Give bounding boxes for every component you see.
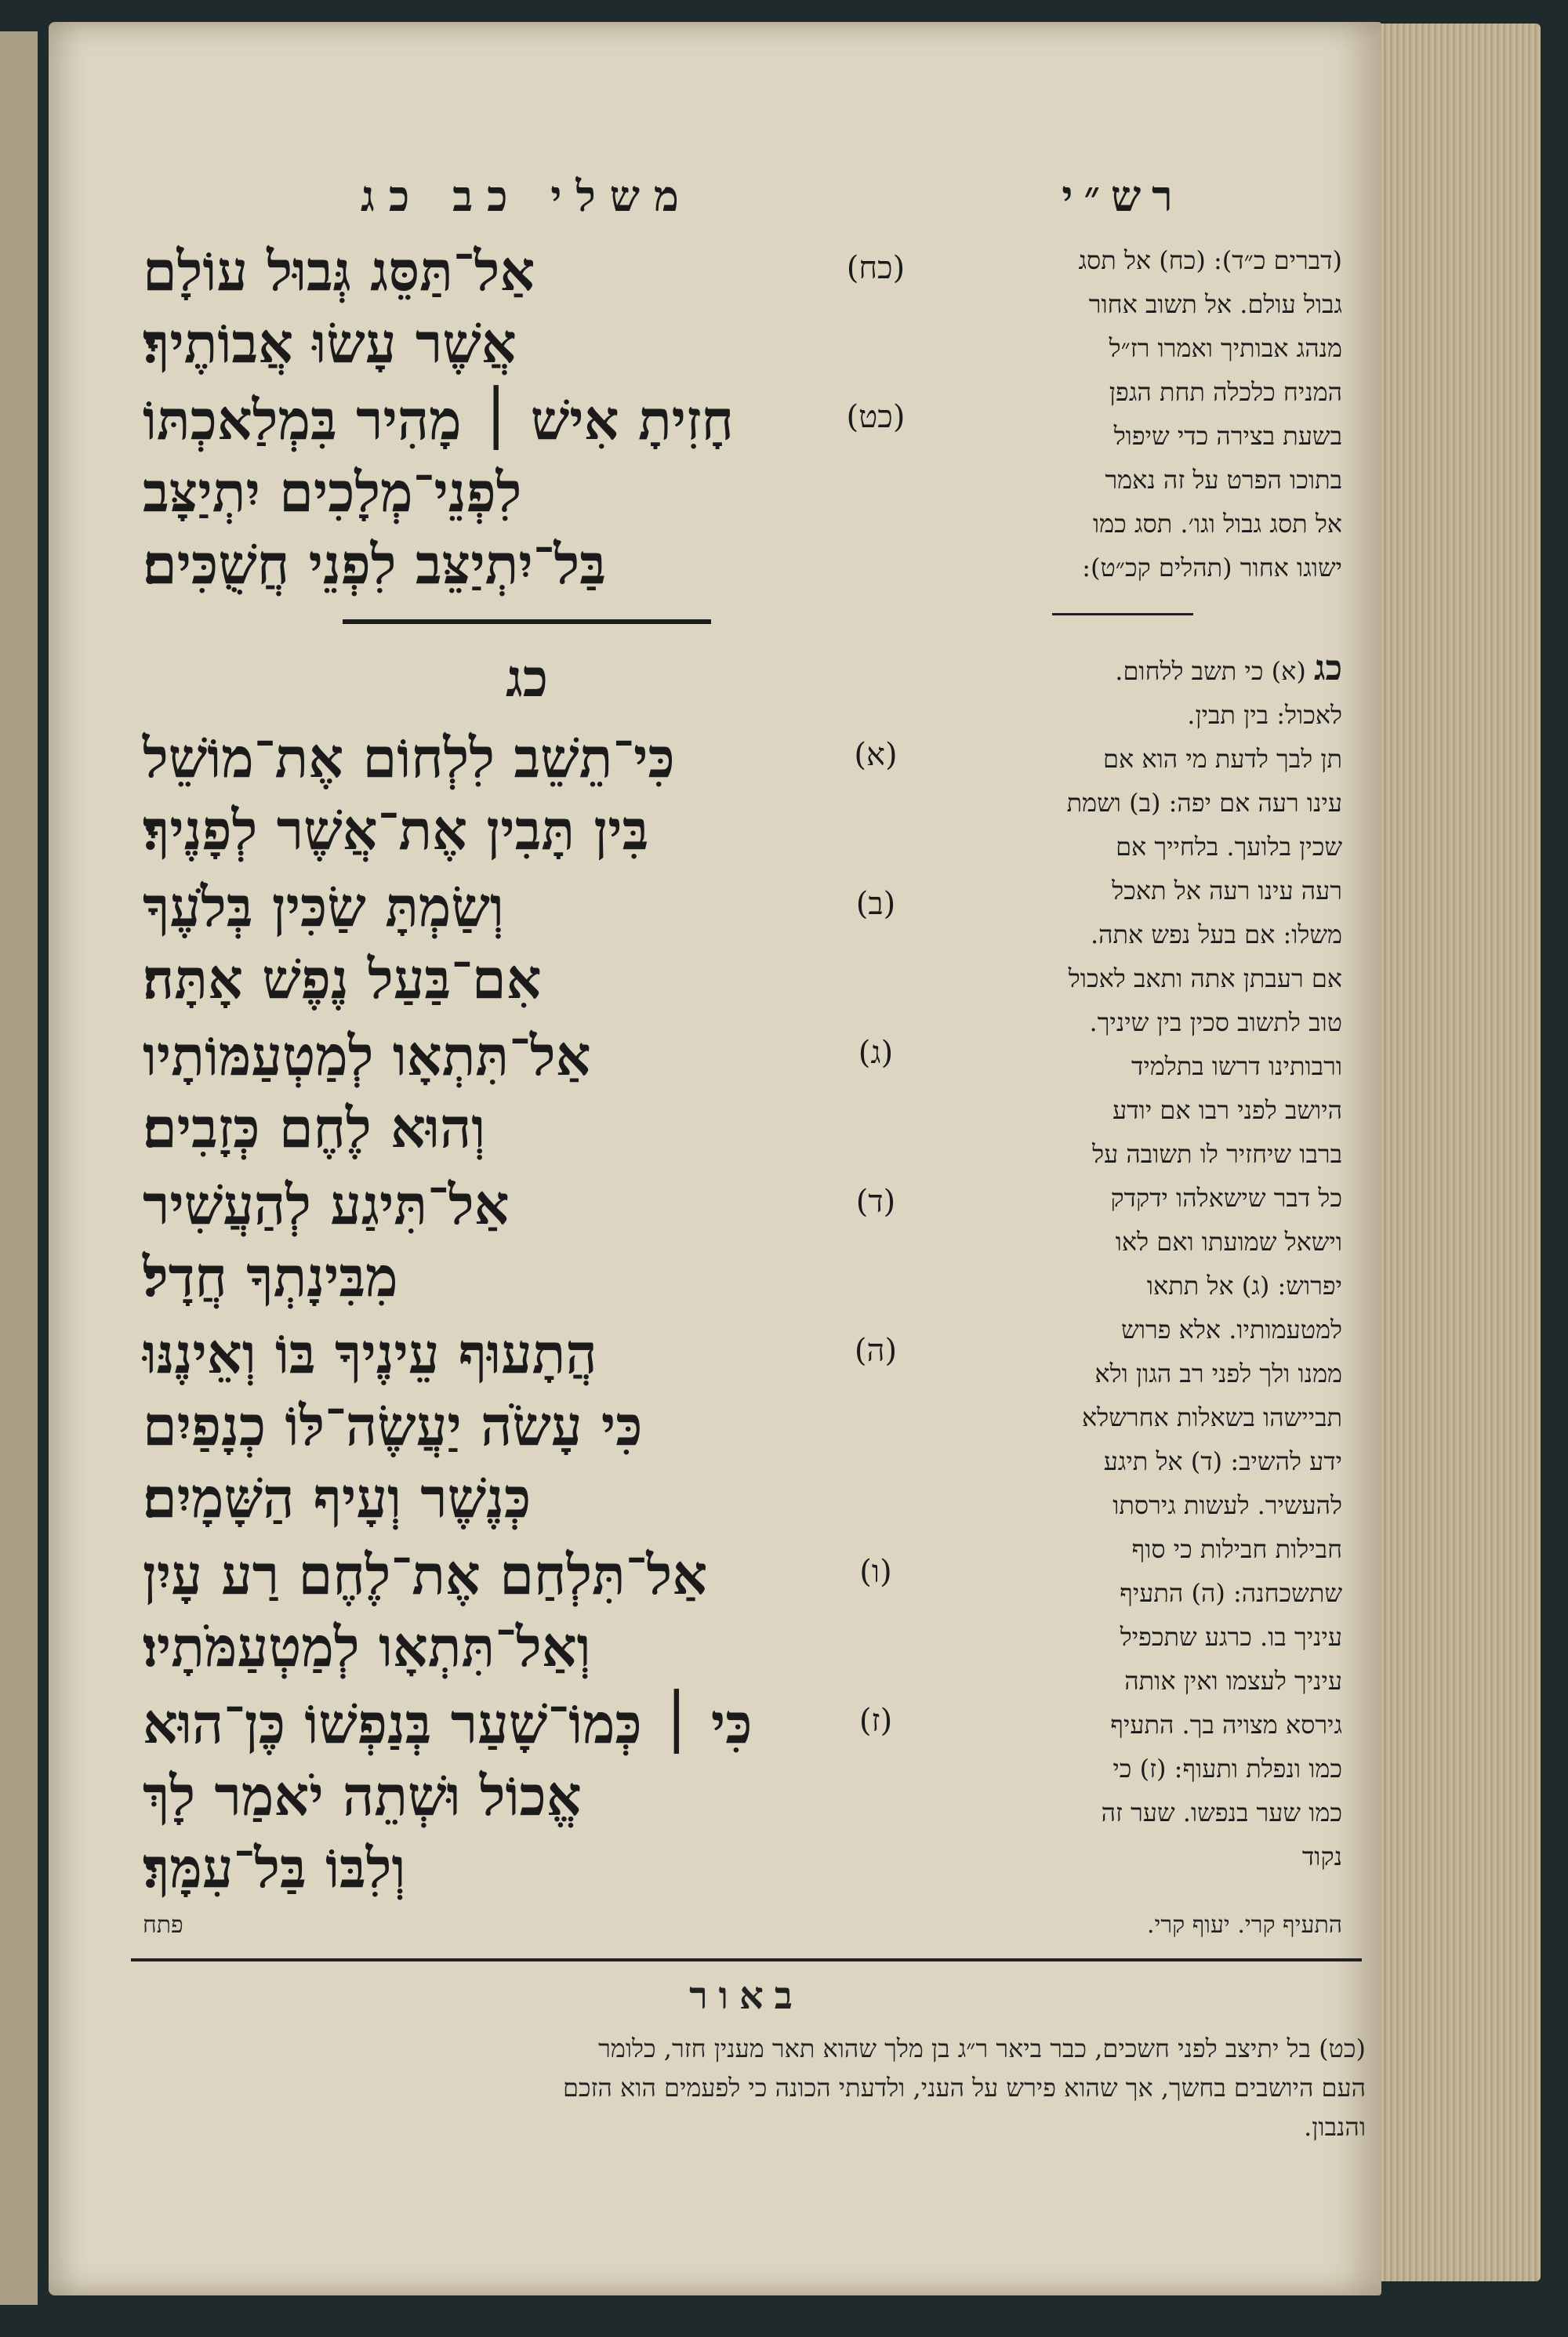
verse-line: בַּל־יִתְיַצֵּב לִפְנֵי חֲשֻׁכִּים׃ bbox=[143, 532, 607, 597]
verse bbox=[143, 871, 911, 1015]
verse-line: וְלִבּוֹ בַּל־עִמָּךְ׃ bbox=[143, 1835, 406, 1900]
rashi-chapter-label: כג bbox=[1313, 648, 1342, 688]
rashi-block-2 bbox=[903, 647, 1342, 1878]
verse-number: (א) bbox=[854, 737, 898, 773]
verse-line: לִפְנֵי־מְלָכִים יִתְיַצָּב bbox=[143, 459, 522, 524]
beur-line: והנבון. bbox=[1304, 2112, 1366, 2142]
rashi-line: למטעמותיו. אלא פרוש bbox=[1121, 1315, 1342, 1345]
rashi-line: עינו רעה אם יפה: (ב) ושמת bbox=[1066, 788, 1342, 818]
rashi-line: ורבותינו דרשו בתלמיד bbox=[1131, 1051, 1342, 1081]
rashi-line: ידע להשיב: (ד) אל תיגע bbox=[1103, 1446, 1342, 1476]
section-divider bbox=[343, 619, 711, 624]
rashi-line: רעה עינו רעה אל תאכל bbox=[1112, 876, 1342, 905]
verse-line: אַל־תִּלְחַם אֶת־לֶחֶם רַע עָיִן bbox=[143, 1542, 708, 1607]
rashi-line-text: (א) כי תשב ללחום. bbox=[1115, 656, 1306, 686]
verse-line: אַל־תִּתְאָו לְמַטְעַמּוֹתָיו bbox=[143, 1023, 591, 1088]
rashi-line: טוב לתשוב סכין בין שיניך. bbox=[1089, 1007, 1342, 1037]
verse bbox=[143, 722, 911, 866]
verse-text bbox=[143, 1539, 840, 1683]
verse-line: חָזִיתָ אִישׁ ׀ מָהִיר בִּמְלַאכְתּוֹ bbox=[143, 387, 734, 452]
verse-line: וְהוּא לֶחֶם כְּזָבִים׃ bbox=[143, 1095, 486, 1160]
verse-number: (ג) bbox=[858, 1035, 894, 1071]
chapter-heading: כג bbox=[505, 648, 549, 709]
verse-line: אַל־תַּסֵּג גְּבוּל עוֹלָם bbox=[143, 238, 535, 303]
rashi-line: חבילות חבילות כי סוף bbox=[1131, 1534, 1342, 1564]
rashi-line: גבול עולם. אל תשוב אחור bbox=[1088, 289, 1342, 319]
rashi-line: כל דבר שישאלהו ידקדק bbox=[1110, 1183, 1342, 1213]
verse-line: וְשַׂמְתָּ שַׂכִּין בְּלֹעֶךָ bbox=[143, 874, 504, 939]
verse-line: הֲתָעוּף עֵינֶיךָ בּוֹ וְאֵינֶנּוּ bbox=[143, 1321, 597, 1386]
verse-line: אִם־בַּעַל נֶפֶשׁ אָתָּה׃ bbox=[143, 946, 542, 1011]
verse-number: (כח) bbox=[846, 250, 906, 286]
chapter-23-verses bbox=[143, 722, 911, 1904]
verse-number: (ה) bbox=[854, 1333, 898, 1369]
rashi-line: היושב לפני רבו אם יודע bbox=[1112, 1095, 1342, 1125]
verse-line: אֱכוֹל וּשְׁתֵה יֹאמַר לָךְ bbox=[143, 1763, 582, 1828]
rashi-line: אם רעבתן אתה ותאב לאכול bbox=[1068, 963, 1342, 993]
rashi-line bbox=[903, 647, 1342, 693]
book-page bbox=[49, 22, 1381, 2295]
main-text-column bbox=[143, 171, 911, 1909]
rashi-line: נקוד bbox=[1301, 1842, 1342, 1871]
verse-line: בִּין תָּבִין אֶת־אֲשֶׁר לְפָנֶיךָ׃ bbox=[143, 797, 649, 862]
rashi-line: תביישהו בשאלות אחרשלא bbox=[1082, 1403, 1342, 1432]
chapter-22-verses bbox=[143, 235, 911, 601]
beur-commentary bbox=[127, 1974, 1366, 2146]
rashi-line: משלו: אם בעל נפש אתה. bbox=[1090, 920, 1342, 949]
verse-line: אֲשֶׁר עָשׂוּ אֲבוֹתֶיךָ׃ bbox=[143, 310, 517, 376]
verse-number: (כט) bbox=[846, 399, 906, 435]
verse-text bbox=[143, 871, 840, 1015]
rashi-title: רש״י bbox=[1062, 171, 1184, 221]
beur-title: באור bbox=[689, 1974, 804, 2018]
catchword: פתח bbox=[143, 1911, 183, 1939]
rashi-line: לאכול: בין תבין. bbox=[1187, 700, 1342, 730]
rashi-line: כמו שער בנפשו. שער זה bbox=[1101, 1798, 1342, 1827]
page-title: משלי כב כג bbox=[361, 171, 693, 221]
verse-line: כִּי־תֵשֵׁב לִלְחוֹם אֶת־מוֹשֵׁל bbox=[143, 725, 675, 790]
rashi-line: להעשיר. לעשות גירסתו bbox=[1112, 1490, 1342, 1520]
verse-number: (ד) bbox=[855, 1184, 896, 1220]
rashi-line: שתשכחנה: (ה) התעיף bbox=[1120, 1578, 1342, 1608]
qere-note: התעיף קרי. יעוף קרי. bbox=[1147, 1911, 1342, 1939]
rashi-line: גירסא מצויה בך. התעיף bbox=[1110, 1710, 1342, 1740]
verse bbox=[143, 1169, 911, 1313]
verse-text bbox=[143, 722, 840, 866]
verse-text bbox=[143, 1169, 840, 1313]
verse-number: (ו) bbox=[859, 1554, 892, 1590]
beur-lines bbox=[127, 2029, 1366, 2146]
rashi-line: ברבו שיחזיר לו תשובה על bbox=[1092, 1139, 1342, 1169]
rashi-line: מנהג אבותיך ואמרו רז״ל bbox=[1109, 333, 1342, 363]
verse-text bbox=[143, 1318, 840, 1534]
verse bbox=[143, 235, 911, 379]
verse-number: (ז) bbox=[858, 1703, 893, 1739]
rashi-line: שכין בלועך. בלחייך אם bbox=[1116, 832, 1342, 862]
rashi-line: כמו ונפלת ותעוף: (ז) כי bbox=[1112, 1754, 1342, 1784]
rashi-line: בתוכו הפרט על זה נאמר bbox=[1105, 465, 1342, 495]
page-stack-edge bbox=[1368, 24, 1541, 2281]
footer-divider bbox=[131, 1958, 1362, 1961]
verse bbox=[143, 384, 911, 601]
rashi-commentary-column bbox=[903, 171, 1342, 1878]
verse-line: כִּי ׀ כְּמוֹ־שָׁעַר בְּנַפְשׁוֹ כֶּן־הוּא bbox=[143, 1691, 753, 1756]
rashi-line: אל תסג גבול וגו׳. תסג כמו bbox=[1092, 509, 1342, 539]
rashi-line: בשעת בצירה כדי שיפול bbox=[1113, 421, 1342, 451]
verse bbox=[143, 1688, 911, 1904]
rashi-line: וישאל שמועתו ואם לאו bbox=[1115, 1227, 1342, 1257]
verse-line: כִּי עָשֹׂה יַעֲשֶׂה־לּוֹ כְנָפַיִם bbox=[143, 1393, 643, 1458]
rashi-line: עיניך לעצמו ואין אותה bbox=[1124, 1666, 1342, 1696]
rashi-line: המניח כלכלה תחת הגפן bbox=[1109, 377, 1342, 407]
rashi-line: ממנו ולך לפני רב הגון ולא bbox=[1094, 1359, 1342, 1388]
beur-line: (כט) בל יתיצב לפני חשכים, כבר ביאר ר״ג בן מלך שהוא תאר מענין חזר, כלומר bbox=[598, 2034, 1366, 2063]
rashi-line: יפרוש: (ג) אל תתאו bbox=[1146, 1271, 1342, 1301]
rashi-block-1 bbox=[903, 238, 1342, 590]
verse-line: מִבִּינָתְךָ חֲדָל׃ bbox=[143, 1244, 398, 1309]
previous-page-edge bbox=[0, 31, 38, 2305]
verse bbox=[143, 1539, 911, 1683]
verse-text bbox=[143, 235, 840, 379]
page-footer bbox=[143, 1911, 1342, 1939]
verse-text bbox=[143, 1688, 840, 1904]
rashi-line: (דברים כ״ד): (כח) אל תסג bbox=[1078, 245, 1342, 275]
verse-line: כְּנֶשֶׁר וְעָיף הַשָּׁמָיִם׃ bbox=[143, 1465, 532, 1530]
rashi-line: ישוגו אחור (תהלים קכ״ט): bbox=[1082, 553, 1342, 582]
verse bbox=[143, 1020, 911, 1164]
rashi-line: תן לבך לדעת מי הוא אם bbox=[1103, 744, 1342, 774]
beur-line: העם היושבים בחשך, אך שהוא פירש על העני, ולדעתי הכונה כי לפעמים הוא הזכם bbox=[562, 2073, 1366, 2103]
rashi-line: עיניך בו. כרגע שתכפיל bbox=[1120, 1622, 1342, 1652]
verse-line: וְאַל־תִּתְאָו לְמַטְעַמֹּתָיו׃ bbox=[143, 1614, 591, 1679]
rashi-divider bbox=[1052, 613, 1193, 615]
verse bbox=[143, 1318, 911, 1534]
verse-number: (ב) bbox=[855, 886, 896, 922]
verse-text bbox=[143, 384, 840, 601]
verse-line: אַל־תִּיגַע לְהַעֲשִׁיר bbox=[143, 1172, 510, 1237]
verse-text bbox=[143, 1020, 840, 1164]
